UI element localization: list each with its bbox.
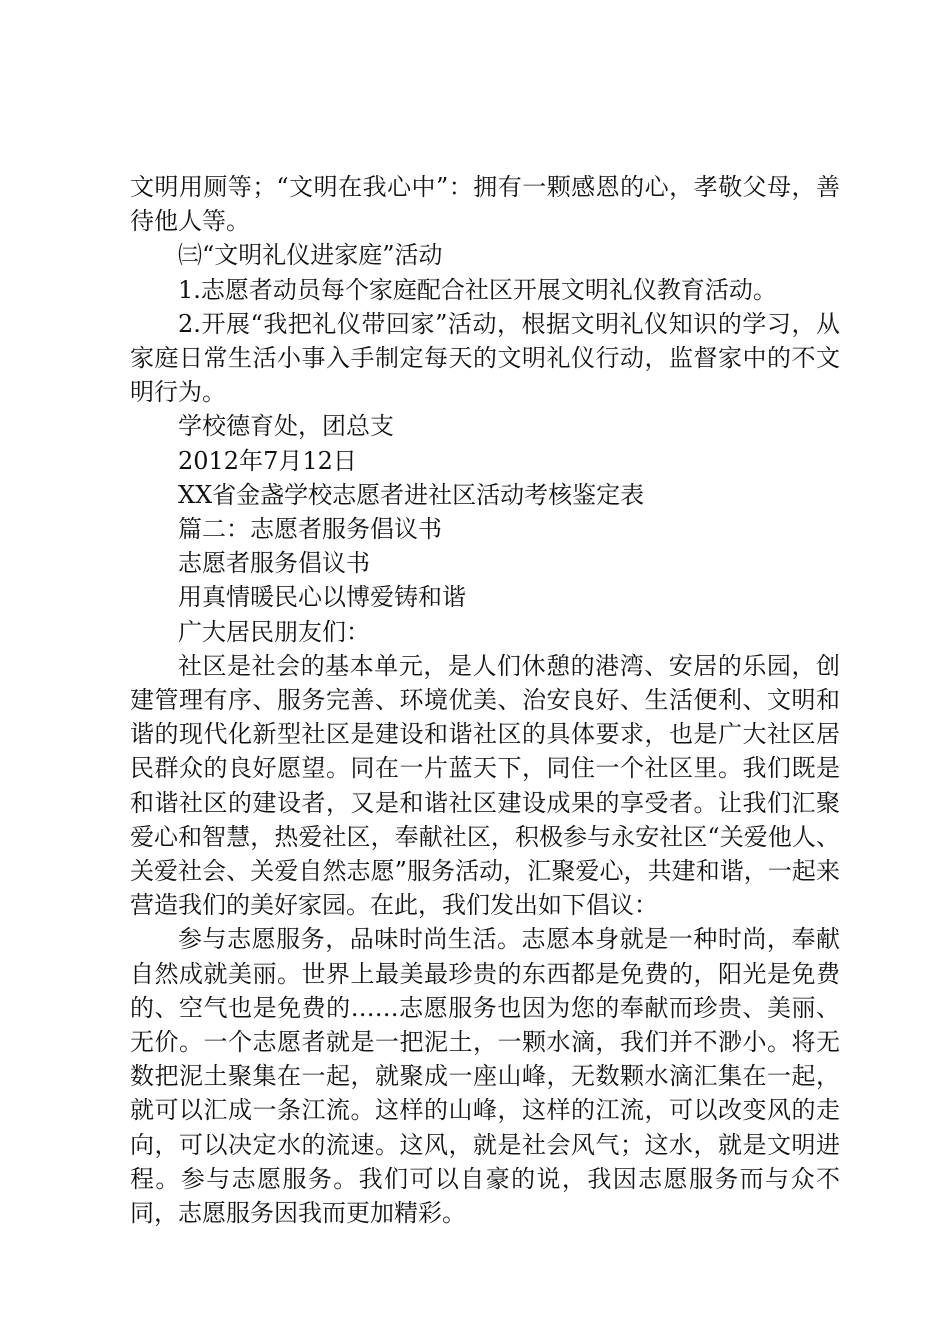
section-heading-part-two: 篇二：志愿者服务倡议书 [178, 515, 442, 544]
salutation: 广大居民朋友们： [178, 617, 370, 646]
document-body [130, 170, 840, 1230]
proposal-slogan: 用真情暖民心以博爱铸和谐 [178, 583, 466, 612]
paragraph-community-intro: 社区是社会的基本单元，是人们休憩的港湾、安居的乐园，创建管理有序、服务完善、环境优美、治安良好、生活便利、文明和谐的现代化新型社区是建设和谐社区的具体要求，也是广大社区居民群众的良好愿望。同在一片蓝天下，同住一个社区里。我们既是和谐社区的建设者，又是和谐社区建设成果的享受者。让我们汇聚爱心和智慧，热爱社区，奉献社区，积极参与永安社区“关爱他人、关爱社会、关爱自然志愿”服务活动，汇聚爱心，共建和谐，一起来营造我们的美好家园。在此，我们发出如下倡议： [130, 651, 840, 920]
paragraph-continued-civility: 文明用厕等；“文明在我心中”：拥有一颗感恩的心，孝敬父母，善待他人等。 [130, 173, 840, 236]
paragraph-volunteer-service: 参与志愿服务，品味时尚生活。志愿本身就是一种时尚，奉献自然成就美丽。世界上最美最珍贵的东西都是免费的，阳光是免费的、空气也是免费的……志愿服务也因为您的奉献而珍贵、美丽、无价。一个志愿者就是一把泥土，一颗水滴，我们并不渺小。将无数把泥土聚集在一起，就聚成一座山峰，无数颗水滴汇集在一起，就可以汇成一条江流。这样的山峰，这样的江流，可以改变风的走向，可以决定水的流速。这风，就是社会风气；这水，就是文明进程。参与志愿服务。我们可以自豪的说，我因志愿服务而与众不同，志愿服务因我而更加精彩。 [130, 925, 840, 1228]
proposal-title: 志愿者服务倡议书 [178, 549, 370, 578]
appraisal-form-title: XX省金盏学校志愿者进社区活动考核鉴定表 [178, 480, 645, 509]
paragraph-item-1: 1.志愿者动员每个家庭配合社区开展文明礼仪教育活动。 [178, 275, 777, 304]
signature-department: 学校德育处，团总支 [178, 412, 394, 441]
signature-date: 2012年7月12日 [178, 446, 357, 475]
paragraph-item-2: 2.开展“我把礼仪带回家”活动，根据文明礼仪知识的学习，从家庭日常生活小事入手制定每天的文明礼仪行动，监督家中的不文明行为。 [130, 309, 840, 407]
paragraph-heading-family-activity: ㈢“文明礼仪进家庭”活动 [178, 241, 443, 270]
